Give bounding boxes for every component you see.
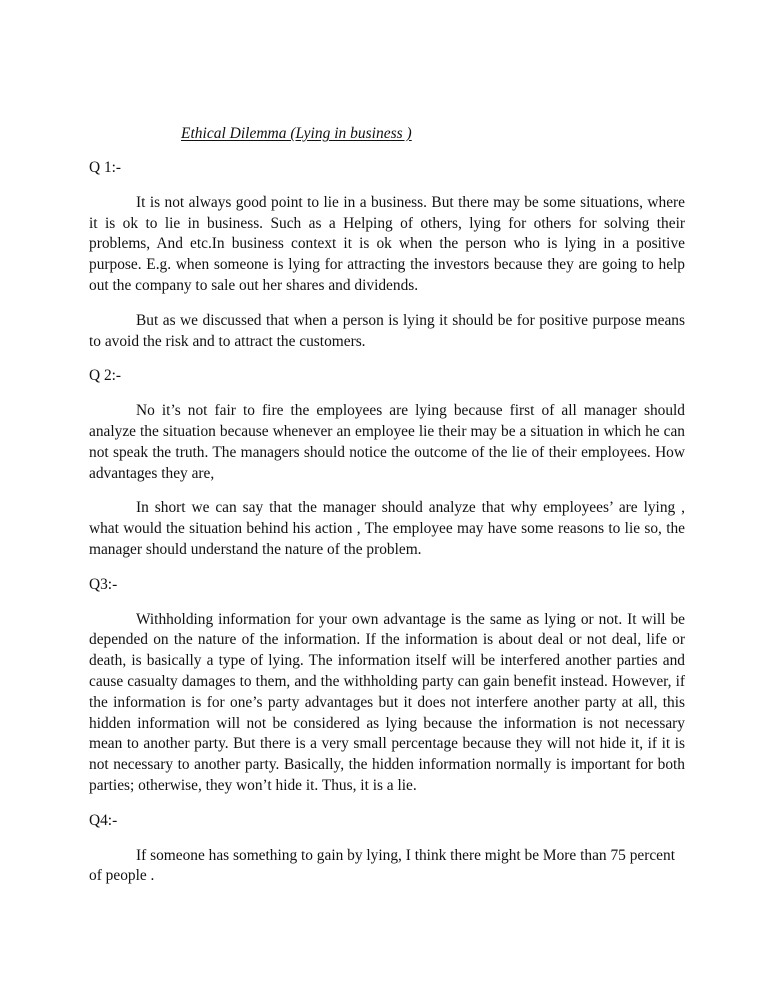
section-q3 bbox=[89, 575, 685, 797]
question-heading: Q4:- bbox=[89, 811, 118, 829]
section-q2 bbox=[89, 366, 685, 560]
section-q1 bbox=[89, 158, 685, 352]
question-heading: Q3:- bbox=[89, 575, 118, 593]
section-q4 bbox=[89, 811, 685, 887]
answer-paragraph: It is not always good point to lie in a business. But there may be some situations, where it is ok to lie in business. Such as a Helping of others, lying for others for solving their problems, And etc.In business context it is ok when the person who is lying in a positive purpose. E.g. when someone is lying for attracting the investors because they are going to help out the company to sale out her shares and dividends. bbox=[89, 193, 685, 294]
question-heading: Q 2:- bbox=[89, 367, 122, 385]
question-heading: Q 1:- bbox=[89, 159, 122, 176]
answer-paragraph: In short we can say that the manager should analyze that why employees’ are lying , what would the situation behind his action , The employee may have some reasons to lie so, the manager should understand the nature of the problem. bbox=[89, 499, 685, 558]
answer-paragraph: Withholding information for your own advantage is the same as lying or not. It will be depended on the nature of the information. If the information is about deal or not deal, life or death, is basically a type of lying. The information itself will be interfered another parties and cause casualty damages to them, and the withholding party can gain benefit instead. However, if the information is for one’s party advantages but it does not interfere another party at all, this hidden information will not be considered as lying because the information is not necessary mean to another party. But there is a very small percentage because they will not hide it, if it is not necessary to another party. Basically, the hidden information normally is important for both parties; otherwise, they won’t hide it. Thus, it is a lie. bbox=[89, 610, 685, 794]
document-title: Ethical Dilemma (Lying in business ) bbox=[181, 125, 412, 142]
answer-paragraph: No it’s not fair to fire the employees are lying because first of all manager should analyze the situation because whenever an employee lie their may be a situation in which he can not speak the truth. The managers should notice the outcome of the lie of their employees. How advantages they are, bbox=[89, 402, 685, 482]
answer-paragraph: If someone has something to gain by lying, I think there might be More than 75 percent of people . bbox=[89, 846, 675, 885]
answer-paragraph: But as we discussed that when a person is lying it should be for positive purpose means to avoid the risk and to attract the customers. bbox=[89, 311, 685, 350]
document-body bbox=[89, 158, 685, 901]
